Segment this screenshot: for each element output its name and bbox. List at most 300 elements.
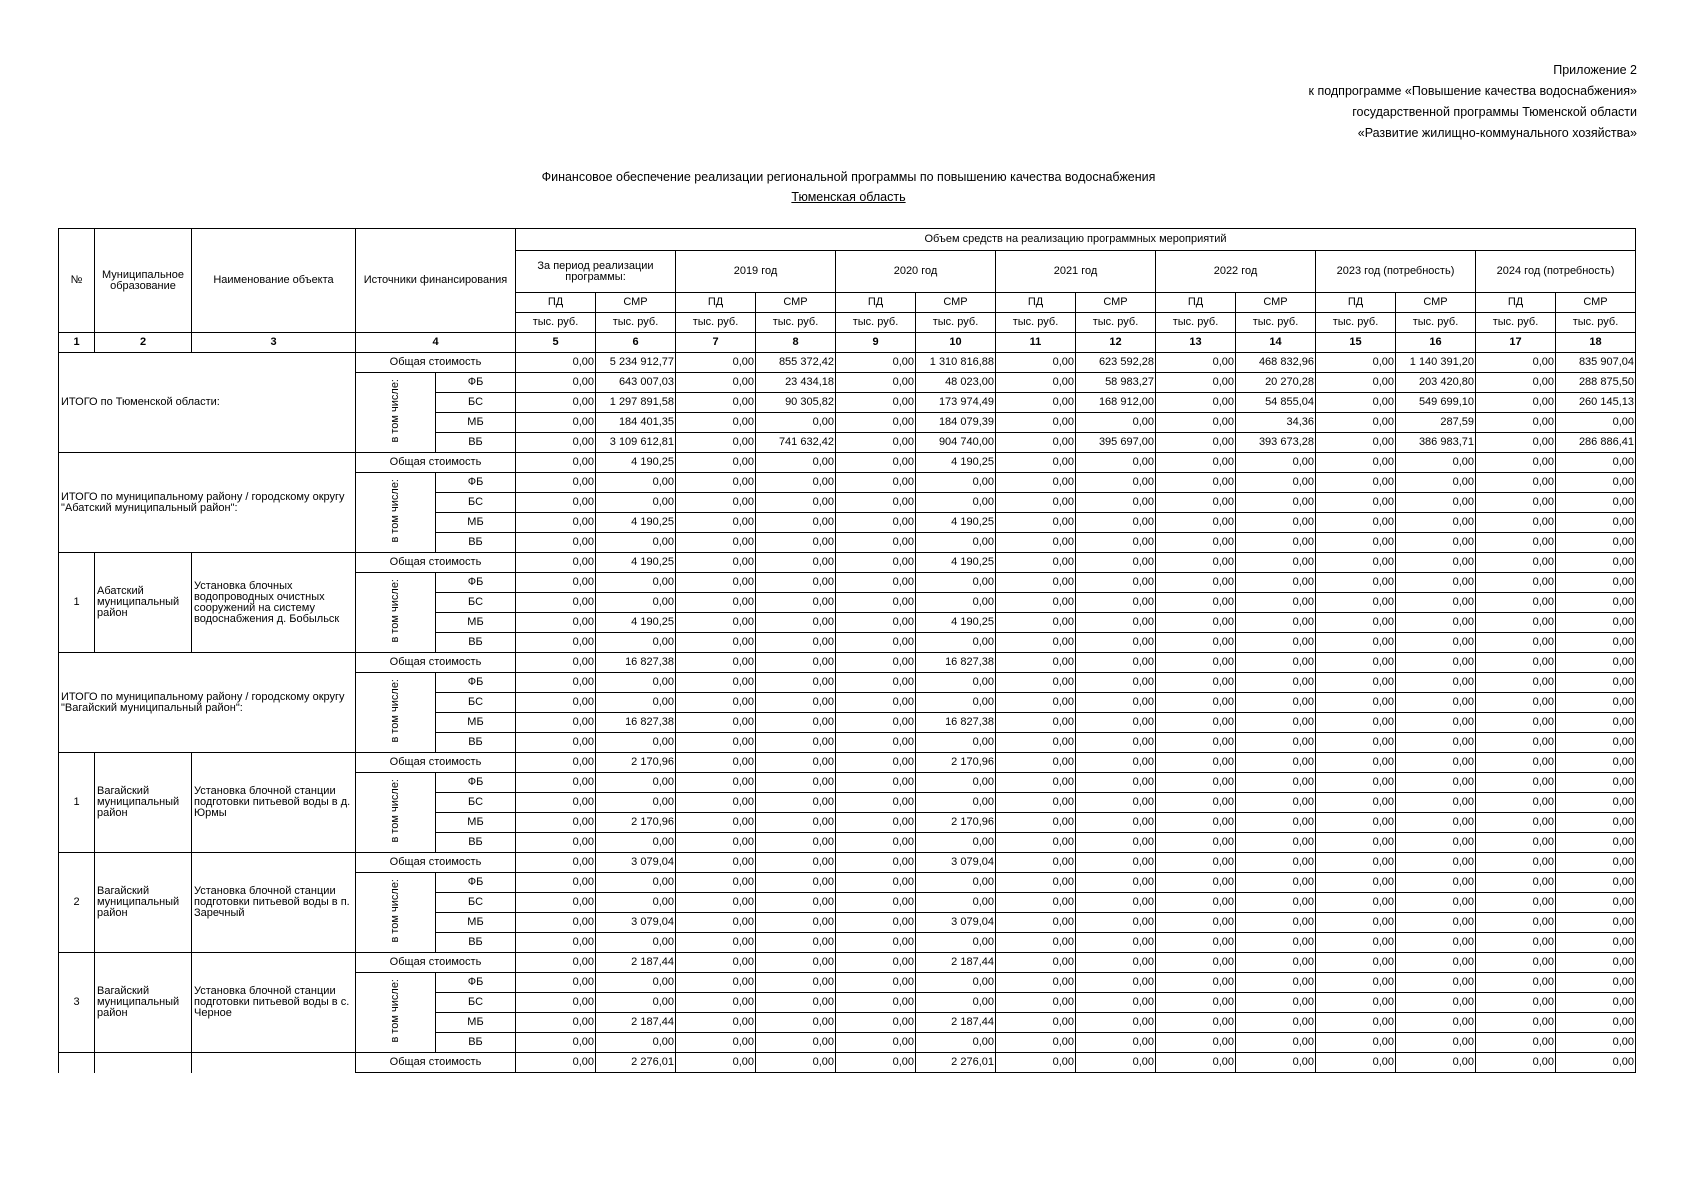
value-cell: 0,00 <box>676 953 756 973</box>
value-cell: 0,00 <box>996 373 1076 393</box>
header-no: № <box>59 229 95 333</box>
column-number: 3 <box>192 333 356 353</box>
value-cell: 0,00 <box>1556 493 1636 513</box>
header-smr: СМР <box>1076 293 1156 313</box>
value-cell: 4 190,25 <box>596 513 676 533</box>
value-cell: 168 912,00 <box>1076 393 1156 413</box>
value-cell: 0,00 <box>1316 953 1396 973</box>
title-region: Тюменская область <box>791 190 906 204</box>
value-cell: 0,00 <box>596 773 676 793</box>
including-text: в том числе: <box>389 879 401 943</box>
value-cell: 0,00 <box>1236 833 1316 853</box>
source-МБ: МБ <box>436 513 516 533</box>
value-cell: 0,00 <box>1316 353 1396 373</box>
value-cell: 0,00 <box>676 853 756 873</box>
value-cell: 0,00 <box>676 933 756 953</box>
value-cell: 0,00 <box>756 613 836 633</box>
value-cell: 3 079,04 <box>596 913 676 933</box>
header-smr: СМР <box>1396 293 1476 313</box>
source-МБ: МБ <box>436 913 516 933</box>
header-unit: тыс. руб. <box>1556 313 1636 333</box>
value-cell: 0,00 <box>676 473 756 493</box>
value-cell: 0,00 <box>1396 613 1476 633</box>
value-cell: 0,00 <box>996 993 1076 1013</box>
header-period-6: 2024 год (потребность) <box>1476 251 1636 293</box>
value-cell: 0,00 <box>676 653 756 673</box>
value-cell: 0,00 <box>1396 713 1476 733</box>
value-cell: 0,00 <box>1396 673 1476 693</box>
value-cell: 0,00 <box>916 493 996 513</box>
value-cell: 0,00 <box>1156 393 1236 413</box>
value-cell: 3 109 612,81 <box>596 433 676 453</box>
value-cell: 0,00 <box>996 713 1076 733</box>
value-cell: 0,00 <box>756 773 836 793</box>
value-cell: 0,00 <box>596 973 676 993</box>
value-cell: 0,00 <box>756 553 836 573</box>
value-cell: 0,00 <box>1476 913 1556 933</box>
value-cell: 0,00 <box>1316 373 1396 393</box>
value-cell: 0,00 <box>1236 993 1316 1013</box>
value-cell: 0,00 <box>516 673 596 693</box>
value-cell: 54 855,04 <box>1236 393 1316 413</box>
value-cell: 0,00 <box>1156 973 1236 993</box>
table-row <box>59 353 1636 373</box>
value-cell: 0,00 <box>1556 453 1636 473</box>
source-МБ: МБ <box>436 713 516 733</box>
value-cell: 1 310 816,88 <box>916 353 996 373</box>
value-cell: 0,00 <box>996 473 1076 493</box>
value-cell: 0,00 <box>1396 593 1476 613</box>
value-cell: 0,00 <box>1156 733 1236 753</box>
value-cell: 0,00 <box>756 933 836 953</box>
value-cell: 0,00 <box>1236 473 1316 493</box>
value-cell: 3 079,04 <box>916 853 996 873</box>
value-cell: 0,00 <box>1156 353 1236 373</box>
value-cell: 0,00 <box>1396 853 1476 873</box>
value-cell: 0,00 <box>1076 1033 1156 1053</box>
value-cell: 0,00 <box>1556 473 1636 493</box>
value-cell: 0,00 <box>1476 753 1556 773</box>
header-period-1: 2019 год <box>676 251 836 293</box>
value-cell: 0,00 <box>996 793 1076 813</box>
value-cell: 0,00 <box>996 833 1076 853</box>
value-cell: 4 190,25 <box>916 453 996 473</box>
value-cell: 0,00 <box>1156 473 1236 493</box>
value-cell: 0,00 <box>1236 593 1316 613</box>
value-cell: 2 276,01 <box>596 1053 676 1073</box>
value-cell: 0,00 <box>996 1053 1076 1073</box>
value-cell: 0,00 <box>1076 673 1156 693</box>
value-cell: 0,00 <box>1476 553 1556 573</box>
value-cell: 2 187,44 <box>596 953 676 973</box>
source-БС: БС <box>436 793 516 813</box>
value-cell: 16 827,38 <box>916 713 996 733</box>
value-cell: 0,00 <box>516 393 596 413</box>
value-cell: 0,00 <box>916 533 996 553</box>
value-cell: 0,00 <box>996 613 1076 633</box>
value-cell: 0,00 <box>1316 573 1396 593</box>
value-cell: 0,00 <box>1076 953 1156 973</box>
value-cell: 0,00 <box>516 993 596 1013</box>
value-cell: 0,00 <box>1396 473 1476 493</box>
value-cell: 904 740,00 <box>916 433 996 453</box>
value-cell: 386 983,71 <box>1396 433 1476 453</box>
header-smr: СМР <box>916 293 996 313</box>
value-cell: 0,00 <box>836 933 916 953</box>
value-cell: 0,00 <box>756 633 836 653</box>
value-cell: 90 305,82 <box>756 393 836 413</box>
value-cell: 0,00 <box>1156 1033 1236 1053</box>
value-cell: 0,00 <box>676 573 756 593</box>
value-cell: 0,00 <box>1156 593 1236 613</box>
value-cell: 0,00 <box>756 873 836 893</box>
value-cell: 0,00 <box>1476 613 1556 633</box>
value-cell: 0,00 <box>836 473 916 493</box>
value-cell: 0,00 <box>1076 873 1156 893</box>
total-cost-label: Общая стоимость <box>356 553 516 573</box>
value-cell: 0,00 <box>836 633 916 653</box>
value-cell: 0,00 <box>1316 873 1396 893</box>
value-cell: 0,00 <box>676 533 756 553</box>
value-cell: 0,00 <box>676 373 756 393</box>
value-cell: 0,00 <box>1316 553 1396 573</box>
value-cell: 0,00 <box>516 373 596 393</box>
value-cell: 0,00 <box>1476 573 1556 593</box>
including-text: в том числе: <box>389 779 401 843</box>
value-cell: 0,00 <box>1556 833 1636 853</box>
value-cell: 0,00 <box>836 353 916 373</box>
value-cell: 0,00 <box>1076 693 1156 713</box>
value-cell: 173 974,49 <box>916 393 996 413</box>
value-cell: 0,00 <box>1476 853 1556 873</box>
value-cell: 0,00 <box>676 593 756 613</box>
value-cell: 0,00 <box>836 913 916 933</box>
value-cell: 3 079,04 <box>596 853 676 873</box>
value-cell: 0,00 <box>516 913 596 933</box>
value-cell: 0,00 <box>756 913 836 933</box>
value-cell: 0,00 <box>996 773 1076 793</box>
value-cell: 0,00 <box>676 673 756 693</box>
source-ВБ: ВБ <box>436 533 516 553</box>
value-cell: 0,00 <box>1556 653 1636 673</box>
value-cell: 0,00 <box>916 733 996 753</box>
value-cell: 0,00 <box>1156 653 1236 673</box>
value-cell: 0,00 <box>596 573 676 593</box>
value-cell: 0,00 <box>1556 553 1636 573</box>
value-cell: 0,00 <box>996 693 1076 713</box>
value-cell: 0,00 <box>916 873 996 893</box>
value-cell: 0,00 <box>676 813 756 833</box>
including-text: в том числе: <box>389 679 401 743</box>
value-cell: 0,00 <box>756 953 836 973</box>
value-cell: 0,00 <box>1476 873 1556 893</box>
value-cell: 0,00 <box>1476 413 1556 433</box>
value-cell: 0,00 <box>996 493 1076 513</box>
value-cell: 0,00 <box>1396 813 1476 833</box>
total-cost-label: Общая стоимость <box>356 853 516 873</box>
header-volume: Объем средств на реализацию программных мероприятий <box>516 229 1636 251</box>
value-cell: 0,00 <box>1076 913 1156 933</box>
value-cell: 0,00 <box>1156 913 1236 933</box>
source-ВБ: ВБ <box>436 1033 516 1053</box>
header-pd: ПД <box>1476 293 1556 313</box>
value-cell: 0,00 <box>1316 1053 1396 1073</box>
value-cell: 0,00 <box>1476 593 1556 613</box>
value-cell: 0,00 <box>1156 1013 1236 1033</box>
value-cell: 0,00 <box>1396 733 1476 753</box>
value-cell: 0,00 <box>996 733 1076 753</box>
value-cell: 0,00 <box>1156 413 1236 433</box>
value-cell: 0,00 <box>676 633 756 653</box>
value-cell: 0,00 <box>1396 553 1476 573</box>
value-cell: 0,00 <box>1396 973 1476 993</box>
value-cell: 0,00 <box>596 633 676 653</box>
value-cell: 0,00 <box>836 753 916 773</box>
value-cell: 0,00 <box>1316 673 1396 693</box>
value-cell: 0,00 <box>1316 833 1396 853</box>
value-cell: 0,00 <box>1396 833 1476 853</box>
total-label: ИТОГО по муниципальному району / городскому округу "Абатский муниципальный район": <box>59 453 356 553</box>
value-cell: 0,00 <box>516 573 596 593</box>
value-cell: 0,00 <box>836 413 916 433</box>
total-cost-label: Общая стоимость <box>356 753 516 773</box>
value-cell: 0,00 <box>1316 453 1396 473</box>
value-cell: 0,00 <box>996 913 1076 933</box>
value-cell: 0,00 <box>1236 933 1316 953</box>
value-cell: 0,00 <box>836 653 916 673</box>
value-cell: 0,00 <box>1556 753 1636 773</box>
value-cell: 0,00 <box>516 653 596 673</box>
value-cell: 0,00 <box>1076 573 1156 593</box>
value-cell: 0,00 <box>1076 973 1156 993</box>
value-cell: 0,00 <box>836 993 916 1013</box>
value-cell: 0,00 <box>1476 533 1556 553</box>
header-unit: тыс. руб. <box>1476 313 1556 333</box>
header-sources: Источники финансирования <box>356 229 516 333</box>
value-cell: 0,00 <box>596 1033 676 1053</box>
value-cell: 0,00 <box>1076 893 1156 913</box>
value-cell: 0,00 <box>996 513 1076 533</box>
value-cell: 0,00 <box>1156 373 1236 393</box>
value-cell: 23 434,18 <box>756 373 836 393</box>
value-cell: 0,00 <box>1076 413 1156 433</box>
table-row <box>59 953 1636 973</box>
value-cell: 0,00 <box>996 533 1076 553</box>
value-cell: 0,00 <box>996 893 1076 913</box>
value-cell: 0,00 <box>1316 733 1396 753</box>
value-cell: 0,00 <box>1236 773 1316 793</box>
value-cell: 0,00 <box>836 573 916 593</box>
value-cell: 0,00 <box>1316 933 1396 953</box>
value-cell: 0,00 <box>1556 913 1636 933</box>
value-cell: 0,00 <box>836 713 916 733</box>
value-cell: 0,00 <box>676 553 756 573</box>
value-cell: 0,00 <box>1076 713 1156 733</box>
value-cell: 0,00 <box>836 553 916 573</box>
value-cell: 0,00 <box>996 813 1076 833</box>
value-cell: 0,00 <box>1316 713 1396 733</box>
value-cell: 0,00 <box>516 873 596 893</box>
source-ФБ: ФБ <box>436 473 516 493</box>
value-cell: 0,00 <box>676 733 756 753</box>
table-row <box>59 553 1636 573</box>
value-cell: 0,00 <box>996 593 1076 613</box>
value-cell: 0,00 <box>756 473 836 493</box>
table-row <box>59 453 1636 473</box>
value-cell: 0,00 <box>1316 393 1396 413</box>
financing-table <box>58 228 1636 1073</box>
source-МБ: МБ <box>436 1013 516 1033</box>
header-period-5: 2023 год (потребность) <box>1316 251 1476 293</box>
value-cell: 0,00 <box>1236 513 1316 533</box>
value-cell: 0,00 <box>516 413 596 433</box>
value-cell: 0,00 <box>1076 993 1156 1013</box>
object-municipality: Вагайский муниципальный район <box>95 753 192 853</box>
value-cell: 0,00 <box>1076 513 1156 533</box>
value-cell: 0,00 <box>1396 533 1476 553</box>
object-no <box>59 1053 95 1073</box>
value-cell: 0,00 <box>1556 1033 1636 1053</box>
total-cost-label: Общая стоимость <box>356 453 516 473</box>
value-cell: 0,00 <box>756 753 836 773</box>
value-cell: 0,00 <box>836 733 916 753</box>
value-cell: 3 079,04 <box>916 913 996 933</box>
value-cell: 0,00 <box>1476 733 1556 753</box>
value-cell: 0,00 <box>836 373 916 393</box>
value-cell: 0,00 <box>996 1033 1076 1053</box>
value-cell: 0,00 <box>756 1033 836 1053</box>
value-cell: 0,00 <box>1156 873 1236 893</box>
value-cell: 0,00 <box>1156 453 1236 473</box>
value-cell: 0,00 <box>1476 953 1556 973</box>
column-number: 11 <box>996 333 1076 353</box>
value-cell: 0,00 <box>1236 673 1316 693</box>
header-unit: тыс. руб. <box>1156 313 1236 333</box>
value-cell: 0,00 <box>516 353 596 373</box>
value-cell: 0,00 <box>596 993 676 1013</box>
source-МБ: МБ <box>436 413 516 433</box>
value-cell: 0,00 <box>1076 833 1156 853</box>
value-cell: 0,00 <box>676 913 756 933</box>
value-cell: 0,00 <box>1076 1053 1156 1073</box>
value-cell: 0,00 <box>516 433 596 453</box>
value-cell: 0,00 <box>836 813 916 833</box>
value-cell: 0,00 <box>676 1033 756 1053</box>
value-cell: 393 673,28 <box>1236 433 1316 453</box>
value-cell: 287,59 <box>1396 413 1476 433</box>
value-cell: 0,00 <box>1076 493 1156 513</box>
value-cell: 0,00 <box>916 593 996 613</box>
source-БС: БС <box>436 893 516 913</box>
value-cell: 0,00 <box>1396 773 1476 793</box>
header-pd: ПД <box>836 293 916 313</box>
value-cell: 4 190,25 <box>916 613 996 633</box>
value-cell: 0,00 <box>1156 833 1236 853</box>
value-cell: 0,00 <box>1476 373 1556 393</box>
value-cell: 58 983,27 <box>1076 373 1156 393</box>
column-number: 2 <box>95 333 192 353</box>
value-cell: 0,00 <box>1476 1033 1556 1053</box>
value-cell: 0,00 <box>1156 753 1236 773</box>
column-number: 9 <box>836 333 916 353</box>
source-ФБ: ФБ <box>436 973 516 993</box>
value-cell: 0,00 <box>1076 653 1156 673</box>
value-cell: 0,00 <box>676 893 756 913</box>
value-cell: 0,00 <box>596 833 676 853</box>
value-cell: 0,00 <box>1156 993 1236 1013</box>
value-cell: 0,00 <box>836 453 916 473</box>
header-unit: тыс. руб. <box>756 313 836 333</box>
value-cell: 0,00 <box>1236 873 1316 893</box>
value-cell: 0,00 <box>1476 513 1556 533</box>
value-cell: 0,00 <box>1396 753 1476 773</box>
total-label: ИТОГО по муниципальному району / городскому округу "Вагайский муниципальный район": <box>59 653 356 753</box>
value-cell: 0,00 <box>756 1053 836 1073</box>
value-cell: 0,00 <box>996 353 1076 373</box>
value-cell: 0,00 <box>1316 893 1396 913</box>
value-cell: 0,00 <box>1236 1053 1316 1073</box>
header-pd: ПД <box>676 293 756 313</box>
appendix-line-2: к подпрограмме «Повышение качества водоснабжения» <box>1308 84 1637 98</box>
value-cell: 0,00 <box>1316 473 1396 493</box>
value-cell: 0,00 <box>756 713 836 733</box>
value-cell: 0,00 <box>1476 673 1556 693</box>
header-pd: ПД <box>1316 293 1396 313</box>
value-cell: 0,00 <box>1156 793 1236 813</box>
value-cell: 0,00 <box>996 873 1076 893</box>
value-cell: 0,00 <box>756 673 836 693</box>
value-cell: 0,00 <box>916 473 996 493</box>
total-cost-label: Общая стоимость <box>356 1053 516 1073</box>
value-cell: 0,00 <box>1396 1053 1476 1073</box>
value-cell: 0,00 <box>1396 933 1476 953</box>
total-cost-label: Общая стоимость <box>356 953 516 973</box>
value-cell: 0,00 <box>916 993 996 1013</box>
source-БС: БС <box>436 393 516 413</box>
value-cell: 0,00 <box>516 633 596 653</box>
header-unit: тыс. руб. <box>996 313 1076 333</box>
value-cell: 2 170,96 <box>596 813 676 833</box>
value-cell: 0,00 <box>1156 633 1236 653</box>
value-cell: 0,00 <box>836 793 916 813</box>
value-cell: 0,00 <box>1556 533 1636 553</box>
value-cell: 0,00 <box>996 853 1076 873</box>
value-cell: 0,00 <box>1556 713 1636 733</box>
value-cell: 0,00 <box>516 853 596 873</box>
value-cell: 0,00 <box>1316 653 1396 673</box>
value-cell: 0,00 <box>1076 453 1156 473</box>
value-cell: 0,00 <box>756 573 836 593</box>
appendix-caption <box>1309 60 1638 144</box>
value-cell: 0,00 <box>756 513 836 533</box>
value-cell: 0,00 <box>1236 1033 1316 1053</box>
value-cell: 0,00 <box>1396 913 1476 933</box>
header-pd: ПД <box>996 293 1076 313</box>
value-cell: 0,00 <box>1156 853 1236 873</box>
value-cell: 0,00 <box>916 1033 996 1053</box>
value-cell: 0,00 <box>516 753 596 773</box>
value-cell: 0,00 <box>836 833 916 853</box>
value-cell: 0,00 <box>1236 913 1316 933</box>
value-cell: 0,00 <box>1316 993 1396 1013</box>
header-unit: тыс. руб. <box>1076 313 1156 333</box>
value-cell: 2 170,96 <box>916 753 996 773</box>
source-ФБ: ФБ <box>436 373 516 393</box>
source-БС: БС <box>436 593 516 613</box>
value-cell: 0,00 <box>676 773 756 793</box>
value-cell: 0,00 <box>596 533 676 553</box>
object-no: 3 <box>59 953 95 1053</box>
